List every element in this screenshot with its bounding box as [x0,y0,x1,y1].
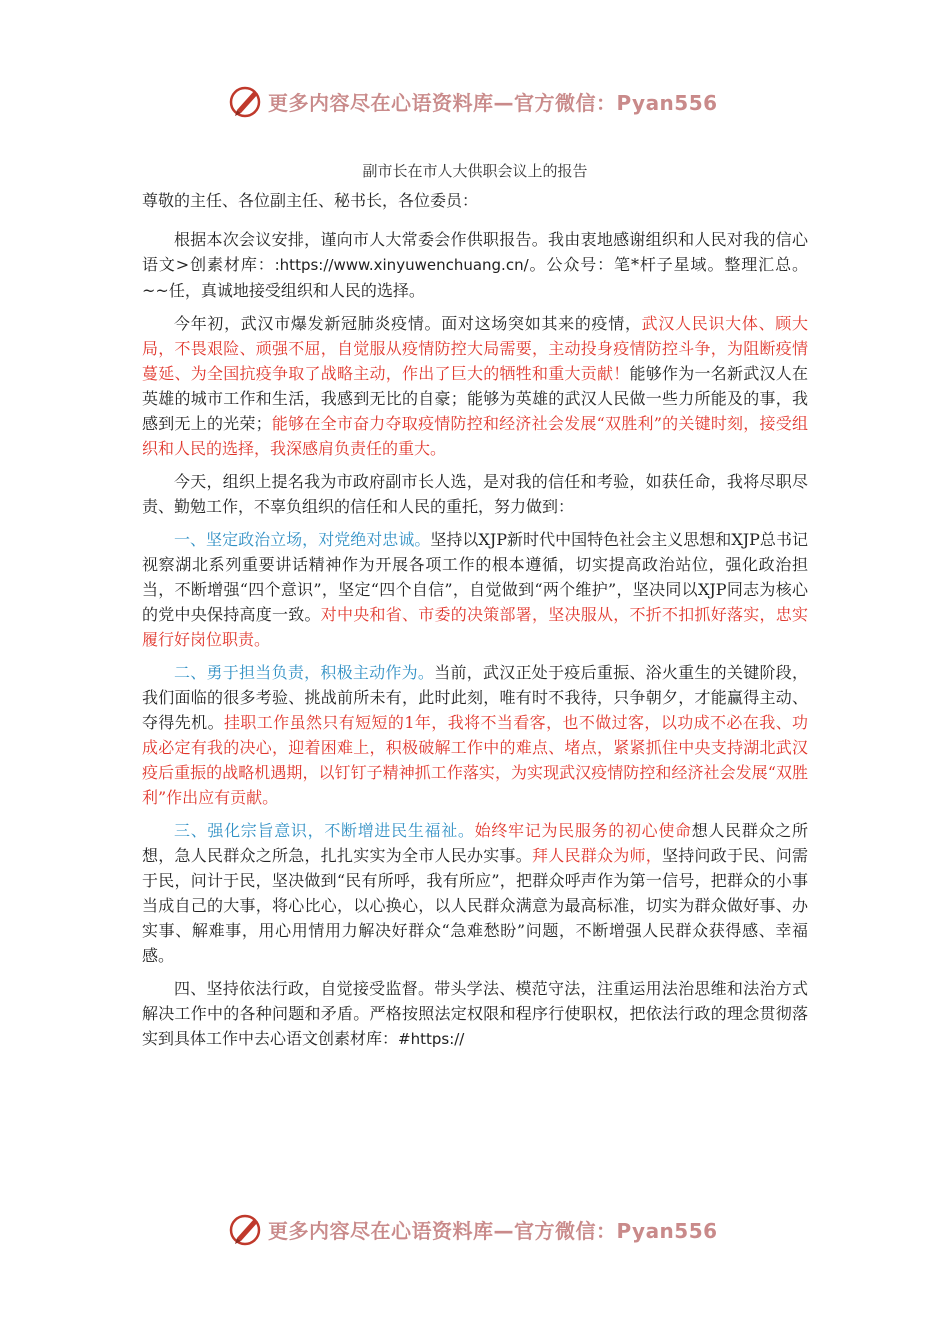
p1-text-a: 根据本次会议安排，谨向市人大常委会作供职报告。我由衷地感谢组织和人民对我的信心语文>创素材库： [142,230,808,274]
salutation: 尊敬的主任、各位副主任、秘书长，各位委员： [142,191,479,210]
footer-banner [228,1208,728,1250]
p2-highlight-2: 能够在全市奋力夺取疫情防控和经济社会发展“双胜利”的关键时刻，接受组织和人民的选择，我深感肩负责任的重大。 [142,414,808,458]
paragraph-1 [142,227,808,303]
paragraph-3: 今天，组织上提名我为市政府副市长人选，是对我的信任和考验，如获任命，我将尽职尽责、勤勉工作，不辜负组织的信任和人民的重托，努力做到： [142,472,808,516]
section-1 [142,527,808,652]
section-2 [142,660,808,810]
section-3-body-1: 想人民群众之所想，急人民群众之所急，扎扎实实为全市人民办实事。 [142,821,808,865]
section-3-body-2: 坚持问政于民、问需于民，问计于民，坚决做到“民有所呼，我有所应”，把群众呼声作为第一信号，把群众的小事当成自己的大事，将心比心，以心换心，以人民群众满意为最高标准，切实为群众做好事、办实事、解难事，用心用情用力解决好群众“急难愁盼”问题，不断增强人民群众获得感、幸福感。 [142,846,808,965]
document-title: 副市长在市人大供职会议上的报告 [362,162,588,180]
section-2-highlight: 挂职工作虽然只有短短的1年，我将不当看客，也不做过客，以功成不必在我、功成必定有我的决心，迎着困难上，积极破解工作中的难点、堵点，紧紧抓住中央支持湖北武汉疫后重振的战略机遇期，以钉钉子精神抓工作落实，为实现武汉疫情防控和经济社会发展“双胜利”作出应有贡献。 [142,713,808,807]
section-4-url: #https:// [398,1030,465,1048]
section-3-heading: 三、强化宗旨意识，不断增进民生福祉。 [174,821,475,840]
section-3-highlight-1: 始终牢记为民服务的初心使命 [474,821,692,840]
section-1-highlight: 对中央和省、市委的决策部署，坚决服从，不折不扣抓好落实，忠实履行好岗位职责。 [142,605,808,649]
section-4-text: 四、坚持依法行政，自觉接受监督。带头学法、模范守法，注重运用法治思维和法治方式解决工作中的各种问题和矛盾。严格按照法定权限和程序行使职权，把依法行政的理念贯彻落实到具体工作中去心语文创素材库： [142,979,808,1048]
header-banner [228,80,728,122]
p2-highlight-1: 武汉人民识大体、顾大局，不畏艰险、顽强不屈，自觉服从疫情防控大局需要，主动投身疫情防控斗争，为阻断疫情蔓延、为全国抗疫争取了战略主动，作出了巨大的牺牲和重大贡献！ [142,314,808,383]
section-3 [142,818,808,968]
pen-logo-icon [228,1211,264,1247]
source-url: :https://www.xinyuwenchuang.cn/ [274,256,529,274]
section-1-body: 坚持以XJP新时代中国特色社会主义思想和XJP总书记视察湖北系列重要讲话精神作为开展各项工作的根本遵循，切实提高政治站位，强化政治担当，不断增强“四个意识”，坚定“四个自信”，自觉做到“两个维护”，坚决同以XJP同志为核心的党中央保持高度一致。 [142,530,808,624]
p2-text-a: 今年初，武汉市爆发新冠肺炎疫情。面对这场突如其来的疫情， [174,314,642,333]
document-body [142,188,808,1060]
paragraph-2 [142,311,808,461]
section-1-heading: 一、坚定政治立场，对党绝对忠诚。 [174,530,431,549]
section-4 [142,976,808,1052]
section-3-highlight-2: 拜人民群众为师， [531,846,662,865]
pen-logo-icon [228,83,264,119]
banner-text: 更多内容尽在心语资料库—官方微信：Pyan556 [268,90,718,115]
p1-text-b: 。公众号：笔*杆子星域。整理汇总。~~任，真诚地接受组织和人民的选择。 [142,255,808,300]
section-2-body: 当前，武汉正处于疫后重振、浴火重生的关键阶段，我们面临的很多考验、挑战前所未有，此时此刻，唯有时不我待，只争朝夕，才能赢得主动、夺得先机。 [142,663,808,732]
section-2-heading: 二、勇于担当负责，积极主动作为。 [174,663,435,682]
p2-text-c: 能够作为一名新武汉人在英雄的城市工作和生活，我感到无比的自豪；能够为英雄的武汉人民做一些力所能及的事，我感到无上的光荣； [142,364,808,433]
banner-text: 更多内容尽在心语资料库—官方微信：Pyan556 [268,1218,718,1243]
